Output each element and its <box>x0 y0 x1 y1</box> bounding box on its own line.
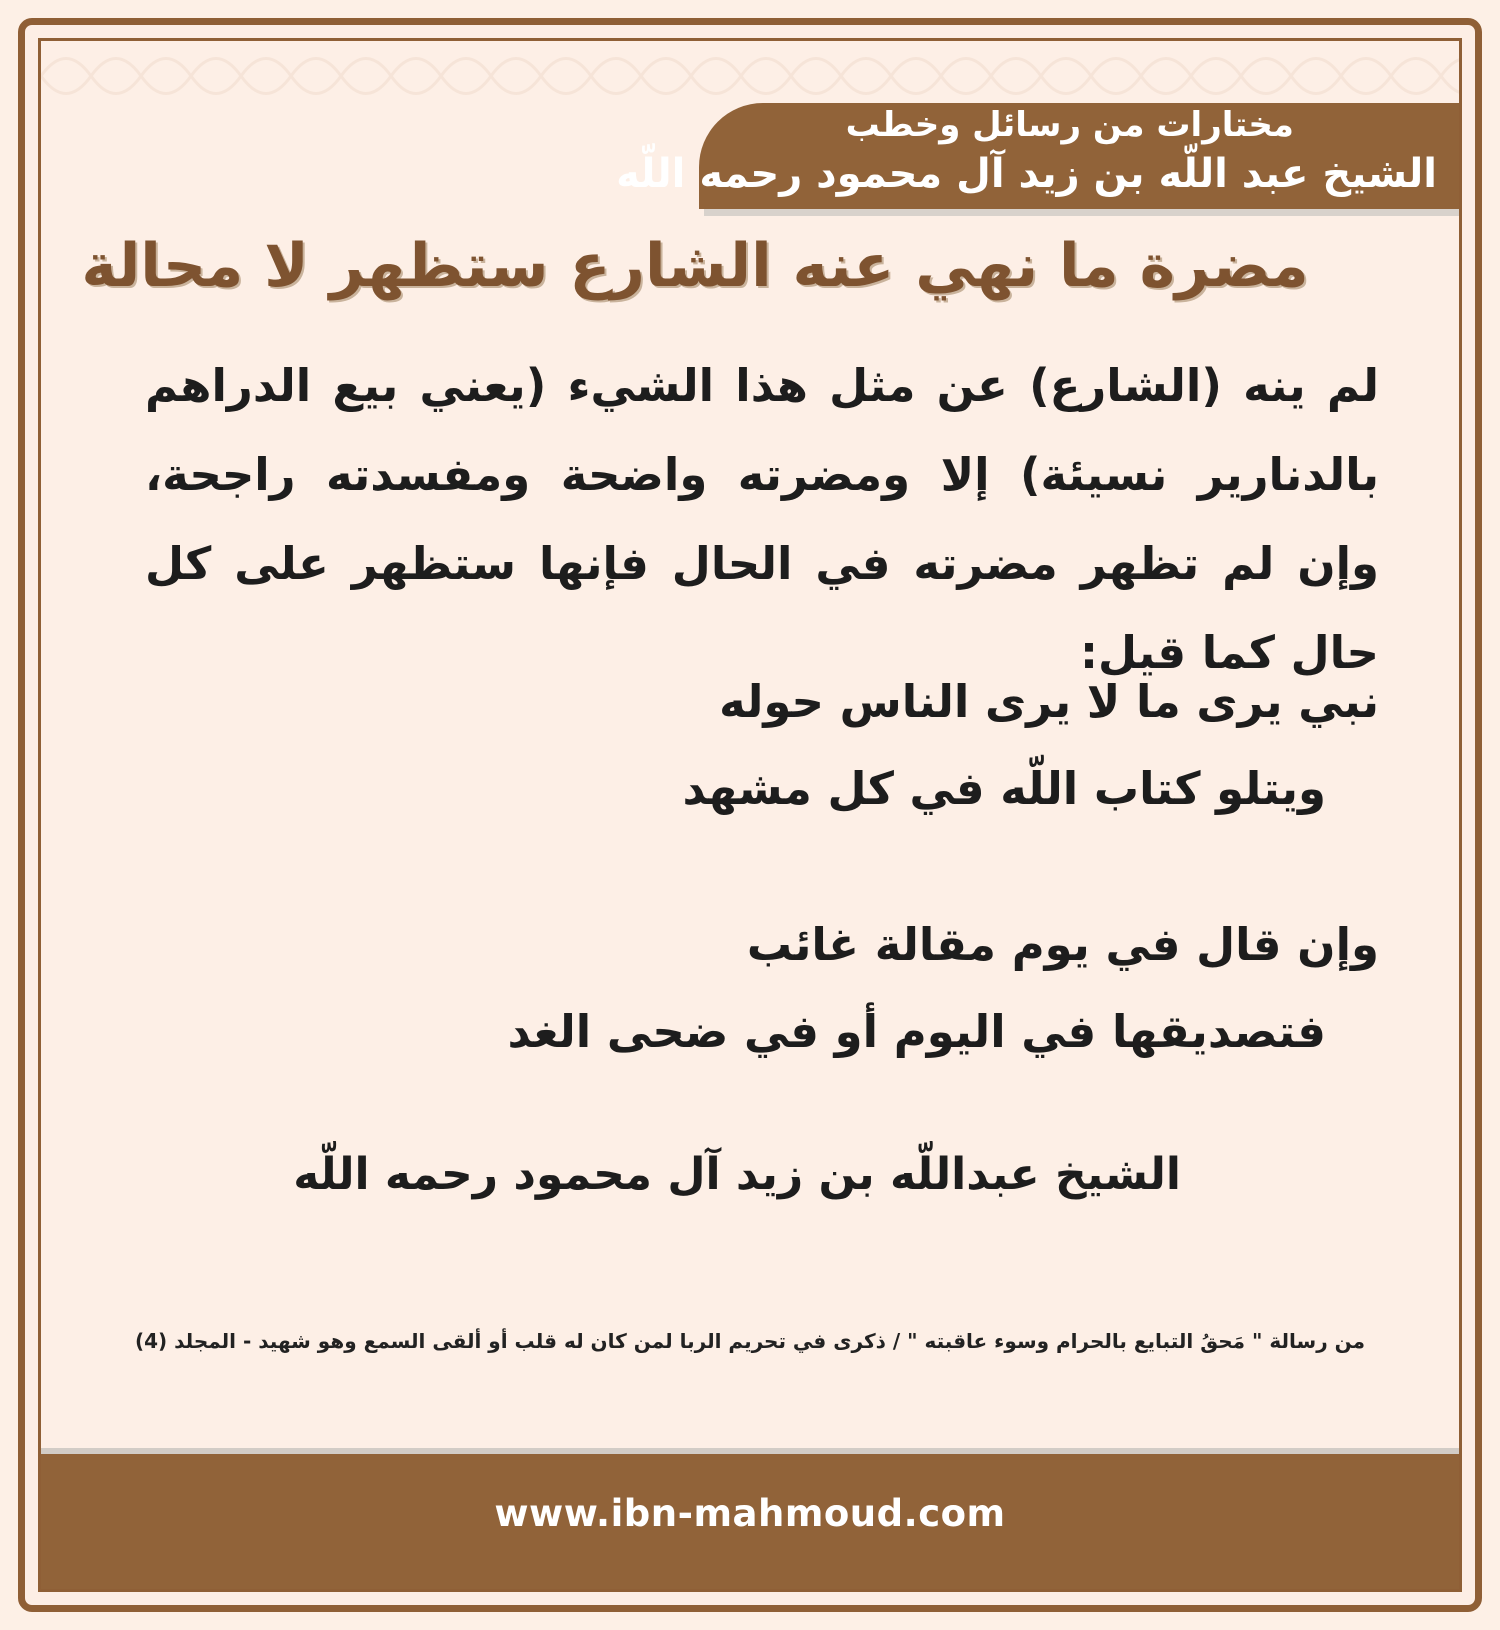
header-author-name: الشيخ عبد اللّه بن زيد آل محمود رحمه اللّه <box>616 151 1437 197</box>
verse-line-2: ويتلو كتاب اللّه في كل مشهد <box>682 762 1326 815</box>
header-series-title: مختارات من رسائل وخطب <box>845 105 1294 145</box>
page-title: مضرة ما نهي عنه الشارع ستظهر لا محالة <box>81 231 1309 301</box>
website-link[interactable]: www.ibn-mahmoud.com <box>494 1492 1006 1535</box>
header-banner <box>616 103 1459 209</box>
inner-frame <box>38 38 1462 1592</box>
author-signature: الشيخ عبداللّه بن زيد آل محمود رحمه اللّه <box>293 1149 1181 1200</box>
ornament-pattern <box>41 41 1461 111</box>
body-paragraph: لم ينه (الشارع) عن مثل هذا الشيء (يعني بيع الدراهم بالدنارير نسيئة) إلا ومضرته واضحة ومفسدته راجحة، وإن لم تظهر مضرته في الحال فإنها ستظهر على كل حال كما قيل: <box>145 359 1379 679</box>
verse-line-3: وإن قال في يوم مقالة غائب <box>746 918 1379 971</box>
verse-line-4: فتصديقها في اليوم أو في ضحى الغد <box>507 1005 1326 1058</box>
outer-frame <box>18 18 1482 1612</box>
source-citation: من رسالة " مَحقُ التبايع بالحرام وسوء عاقبته " / ذكرى في تحريم الربا لمن كان له قلب أو ألقى السمع وهو شهيد - المجلد (4) <box>134 1329 1366 1353</box>
footer-bar <box>41 1448 1459 1589</box>
verse-line-1: نبي يرى ما لا يرى الناس حوله <box>719 675 1379 728</box>
